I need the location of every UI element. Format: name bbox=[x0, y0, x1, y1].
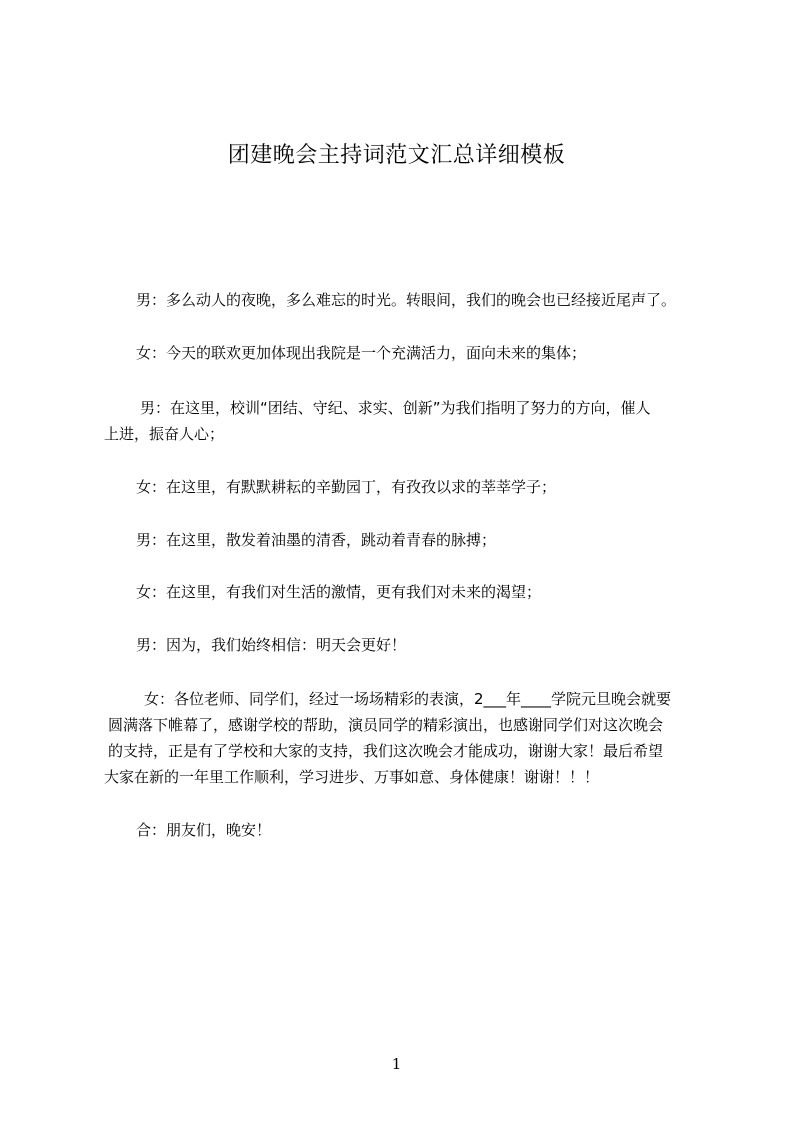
paragraph-line: 男：因为，我们始终相信：明天会更好！ bbox=[136, 636, 407, 654]
paragraph-line: 女：在这里，有我们对生活的激情，更有我们对未来的渴望； bbox=[136, 583, 542, 601]
paragraph-line: 女：今天的联欢更加体现出我院是一个充满活力，面向未来的集体； bbox=[136, 344, 587, 362]
paragraph-line: 女：在这里，有默默耕耘的辛勤园丁，有孜孜以求的莘莘学子； bbox=[136, 478, 557, 496]
paragraph-line: 上进，振奋人心； bbox=[104, 425, 225, 443]
paragraph-line: 男：在这里，校训“团结、守纪、求实、创新”为我们指明了努力的方向，催人 bbox=[140, 399, 651, 417]
paragraph bbox=[104, 474, 556, 500]
paragraph-line: 的支持，正是有了学校和大家的支持，我们这次晚会才能成功，谢谢大家！最后希望 bbox=[108, 742, 664, 760]
page-number: 1 bbox=[391, 1055, 402, 1073]
paragraph-line: 圆满落下帷幕了，感谢学校的帮助，演员同学的精彩演出，也感谢同学们对这次晚会 bbox=[108, 716, 664, 734]
paragraph bbox=[104, 632, 406, 658]
paragraph bbox=[104, 579, 541, 605]
paragraph bbox=[104, 287, 676, 313]
paragraph-line: 男：多么动人的夜晚，多么难忘的时光。转眼间，我们的晚会也已经接近尾声了。 bbox=[136, 291, 677, 309]
paragraph-line: 女：各位老师、同学们，经过一场场精彩的表演，2___年____学院元旦晚会就要 bbox=[144, 690, 672, 708]
paragraph-line: 合：朋友们，晚安！ bbox=[136, 821, 272, 839]
paragraph bbox=[104, 340, 586, 366]
document-title: 团建晚会主持词范文汇总详细模板 bbox=[227, 143, 566, 168]
paragraph bbox=[104, 527, 496, 553]
paragraph bbox=[104, 686, 671, 790]
paragraph bbox=[104, 817, 271, 843]
paragraph-line: 大家在新的一年里工作顺利，学习进步、万事如意、身体健康！谢谢！！！ bbox=[104, 768, 600, 786]
paragraph bbox=[104, 395, 651, 447]
paragraph-line: 男：在这里，散发着油墨的清香，跳动着青春的脉搏； bbox=[136, 531, 497, 549]
